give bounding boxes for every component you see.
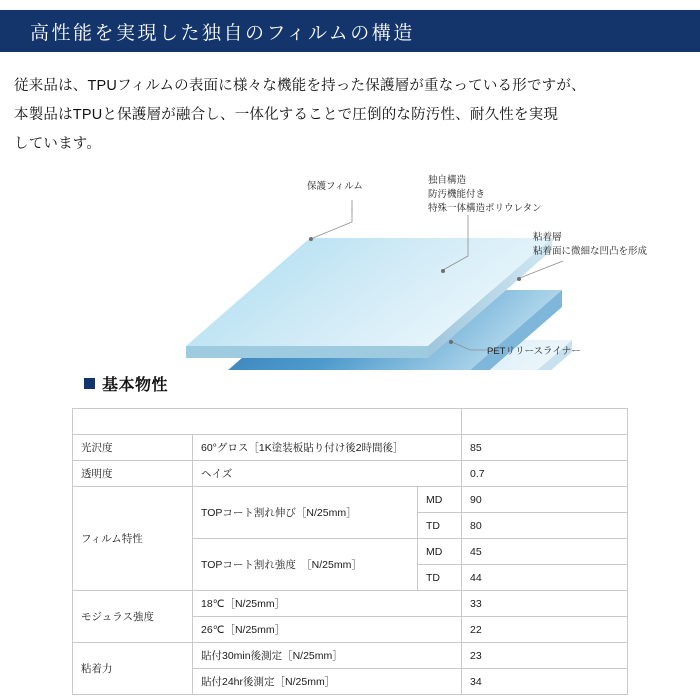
- table-row: [73, 435, 628, 461]
- table-row: [73, 487, 628, 513]
- row-value: 0.7: [462, 461, 628, 487]
- label-adhesive-line1: 粘着層: [533, 232, 562, 243]
- square-marker-icon: [84, 378, 95, 389]
- row-category: 光沢度: [73, 435, 193, 461]
- row-value: 23: [462, 643, 628, 669]
- row-description: 26℃［N/25mm］: [193, 617, 462, 643]
- row-description: 貼付30min後測定［N/25mm］: [193, 643, 462, 669]
- lead-line-1: 従来品は、TPUフィルムの表面に様々な機能を持った保護層が重なっている形ですが、: [14, 78, 586, 94]
- row-description: ヘイズ: [193, 461, 462, 487]
- table-corner-cell: [73, 409, 462, 435]
- lead-line-2: 本製品はTPUと保護層が融合し、一体化することで圧倒的な防汚性、耐久性を実現: [14, 107, 559, 123]
- row-value: 33: [462, 591, 628, 617]
- row-description: 18℃［N/25mm］: [193, 591, 462, 617]
- row-description: 60°グロス［1K塗装板貼り付け後2時間後］: [193, 435, 462, 461]
- row-value: 34: [462, 669, 628, 695]
- label-unique-structure-line2: 防汚機能付き: [428, 188, 486, 200]
- film-structure-diagram: [0, 160, 700, 370]
- row-category: 透明度: [73, 461, 193, 487]
- row-category: モジュラス強度: [73, 591, 193, 643]
- label-unique-structure: [428, 174, 542, 215]
- label-pet-liner: PETリリースライナー: [487, 346, 581, 357]
- table-header-row: [73, 409, 628, 435]
- row-description: TOPコート割れ強度 ［N/25mm］: [193, 539, 418, 591]
- row-value: 22: [462, 617, 628, 643]
- row-category: フィルム特性: [73, 487, 193, 591]
- row-direction: MD: [418, 487, 462, 513]
- header-band: [0, 10, 700, 52]
- lead-paragraph: [14, 72, 686, 159]
- lead-line-3: しています。: [14, 136, 102, 152]
- table-row: [73, 591, 628, 617]
- basic-properties-table-wrap: [72, 408, 628, 695]
- row-value: 85: [462, 435, 628, 461]
- row-direction: TD: [418, 565, 462, 591]
- label-unique-structure-line1: 独自構造: [428, 175, 467, 186]
- row-direction: TD: [418, 513, 462, 539]
- label-adhesive-layer: [533, 231, 647, 259]
- section-heading-label: 基本物性: [102, 377, 169, 394]
- row-description: TOPコート割れ伸び［N/25mm］: [193, 487, 418, 539]
- table-row: [73, 643, 628, 669]
- table-header-value: ECHELON Headlight PPF: [462, 409, 628, 435]
- page-title: 高性能を実現した独自のフィルムの構造: [30, 22, 415, 44]
- row-value: 80: [462, 513, 628, 539]
- label-protective-film: 保護フィルム: [307, 181, 363, 192]
- row-value: 90: [462, 487, 628, 513]
- row-direction: MD: [418, 539, 462, 565]
- row-value: 45: [462, 539, 628, 565]
- label-unique-structure-line3: 特殊一体構造ポリウレタン: [428, 202, 542, 214]
- table-row: [73, 461, 628, 487]
- row-description: 貼付24hr後測定［N/25mm］: [193, 669, 462, 695]
- basic-properties-table: [72, 408, 628, 695]
- row-value: 44: [462, 565, 628, 591]
- row-category: 粘着力: [73, 643, 193, 695]
- label-adhesive-line2: 粘着面に微細な凹凸を形成: [533, 245, 648, 257]
- section-heading: [84, 372, 168, 395]
